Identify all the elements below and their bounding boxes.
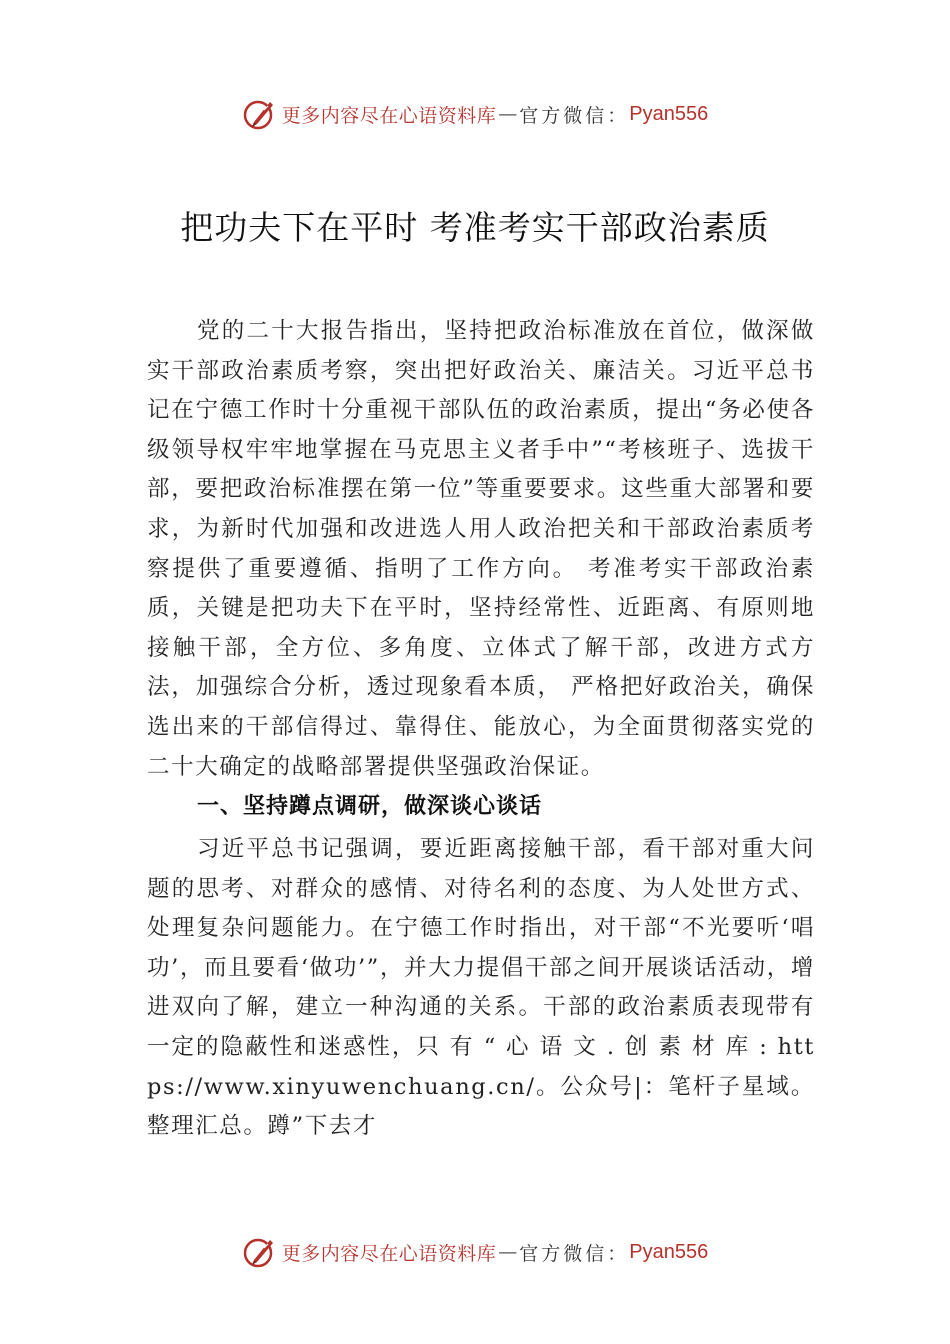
header-wechat-id: Pyan556 xyxy=(629,102,709,125)
header-banner-text: 更多内容尽在心语资料库 xyxy=(281,104,497,127)
header-wechat-label: 官方微信： xyxy=(519,104,630,127)
paragraph-1: 党的二十大报告指出，坚持把政治标准放在首位，做深做实干部政治素质考察，突出把好政治关、廉洁关。习近平总书记在宁德工作时十分重视干部队伍的政治素质，提出“务必使各级领导权牢牢地掌握在马克思主义者手中”“考核班子、选拔干部，要把政治标准摆在第一位”等重要要求。这些重大部署和要求，为新时代加强和改进选人用人政治把关和干部政治素质考察提供了重要遵循、指明了工作方向。 考准考实干部政治素质，关键是把功夫下在平时，坚持经常性、近距离、有原则地接触干部，全方位、多角度、立体式了解干部，改进方式方法，加强综合分析，透过现象看本质， 严格把好政治关，确保选出来的干部信得过、靠得住、能放心，为全面贯彻落实党的二十大确定的战略部署提供坚强政治保证。 xyxy=(147,318,815,780)
quill-pen-logo-icon xyxy=(242,1234,278,1270)
header-banner xyxy=(0,94,950,134)
footer-wechat-label: 官方微信： xyxy=(519,1242,630,1265)
paragraph-2: 习近平总书记强调，要近距离接触干部，看干部对重大问题的思考、对群众的感情、对待名利的态度、为人处世方式、处理复杂问题能力。在宁德工作时指出，对干部“不光要听‘唱功’，而且要看‘做功’”，并大力提倡干部之间开展谈话活动，增进双向了解，建立一种沟通的关系。干部的政治素质表现带有一定的隐蔽性和迷惑性，只 有 “ 心 语 文 . 创 素 材 库 : https://www.xinyuwenchuang.cn/。公众号|：笔杆子星域。整理汇总。蹲”下去才 xyxy=(147,836,815,1140)
document-title: 把功夫下在平时 考准考实干部政治素质 xyxy=(180,208,770,247)
quill-pen-logo-icon xyxy=(242,96,278,132)
footer-banner-text: 更多内容尽在心语资料库 xyxy=(281,1242,497,1265)
footer-banner xyxy=(0,1232,950,1272)
header-banner-dash: — xyxy=(498,103,518,125)
section-heading-1: 一、坚持蹲点调研，做深谈心谈话 xyxy=(197,794,543,819)
footer-wechat-id: Pyan556 xyxy=(629,1240,709,1263)
footer-banner-dash: — xyxy=(498,1241,518,1263)
